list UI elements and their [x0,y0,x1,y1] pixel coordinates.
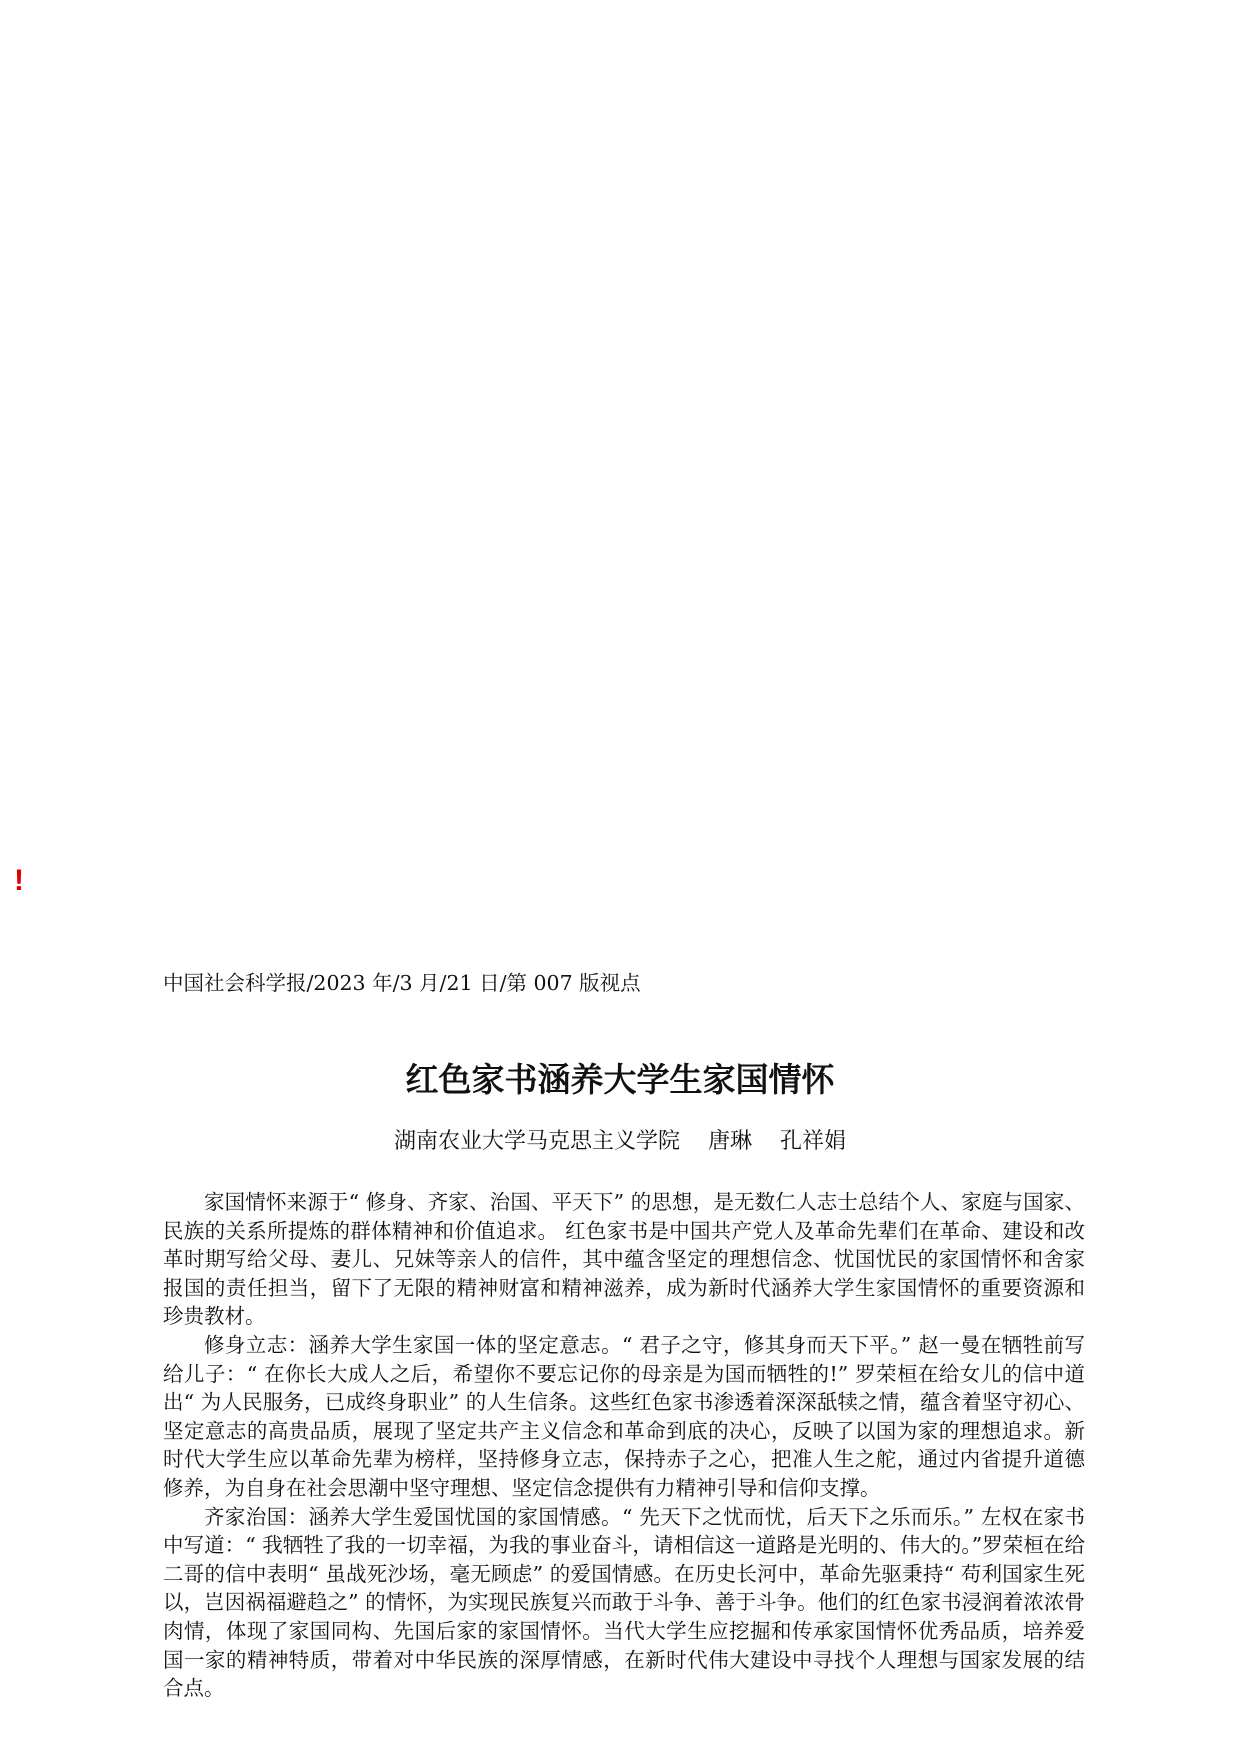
article-title: 红色家书涵养大学生家国情怀 [405,1060,835,1099]
paragraph-intro: 家国情怀来源于“ 修身、齐家、治国、平天下” 的思想，是无数仁人志士总结个人、家庭与国家、 民族的关系所提炼的群体精神和价值追求。 红色家书是中国共产党人及革命先辈们在革命、建设和改革时期写给父母、妻儿、兄妹等亲人的信件，其中蕴含坚定的理想信念、忧国忧民的家国情怀和舍家报国的责任担当，留下了无限的精神财富和精神滋养，成为新时代涵养大学生家国情怀的重要资源和珍贵教材。 [163,1190,1085,1329]
paragraph-self-cultivation: 修身立志：涵养大学生家国一体的坚定意志。“ 君子之守，修其身而天下平。” 赵一曼在牺牲前写给儿子：“ 在你长大成人之后，希望你不要忘记你的母亲是为国而牺牲的!” 罗荣桓在给女儿的信中道出“ 为人民服务，已成终身职业” 的人生信条。这些红色家书渗透着深深舐犊之情，蕴含着坚守初心、坚定意志的高贵品质，展现了坚定共产主义信念和革命到底的决心，反映了以国为家的理想追求。新时代大学生应以革命先辈为榜样，坚持修身立志，保持赤子之心，把准人生之舵，通过内省提升道德修养，为自身在社会思潮中坚守理想、坚定信念提供有力精神引导和信仰支撑。 [163,1332,1085,1500]
paragraph-family-and-state: 齐家治国：涵养大学生爱国忧国的家国情感。“ 先天下之忧而忧，后天下之乐而乐。” 左权在家书中写道：“ 我牺牲了我的一切幸福，为我的事业奋斗，请相信这一道路是光明的、伟大的。”罗荣桓在给二哥的信中表明“ 虽战死沙场，毫无顾虑” 的爱国情感。在历史长河中，革命先驱秉持“ 苟利国家生死以，岂因祸福避趋之” 的情怀，为实现民族复兴而敢于斗争、善于斗争。他们的红色家书浸润着浓浓骨肉情，体现了家国同构、先国后家的家国情怀。当代大学生应挖掘和传承家国情怀优秀品质，培养爱国一家的精神特质，带着对中华民族的深厚情感，在新时代伟大建设中寻找个人理想与国家发展的结合点。 [163,1504,1085,1701]
red-exclamation-mark: ! [14,864,24,897]
author-byline: 湖南农业大学马克思主义学院 唐琳 孔祥娟 [394,1129,846,1154]
source-line: 中国社会科学报/2023 年/3 月/21 日/第 007 版视点 [163,971,641,995]
article-body [163,1188,1085,1703]
